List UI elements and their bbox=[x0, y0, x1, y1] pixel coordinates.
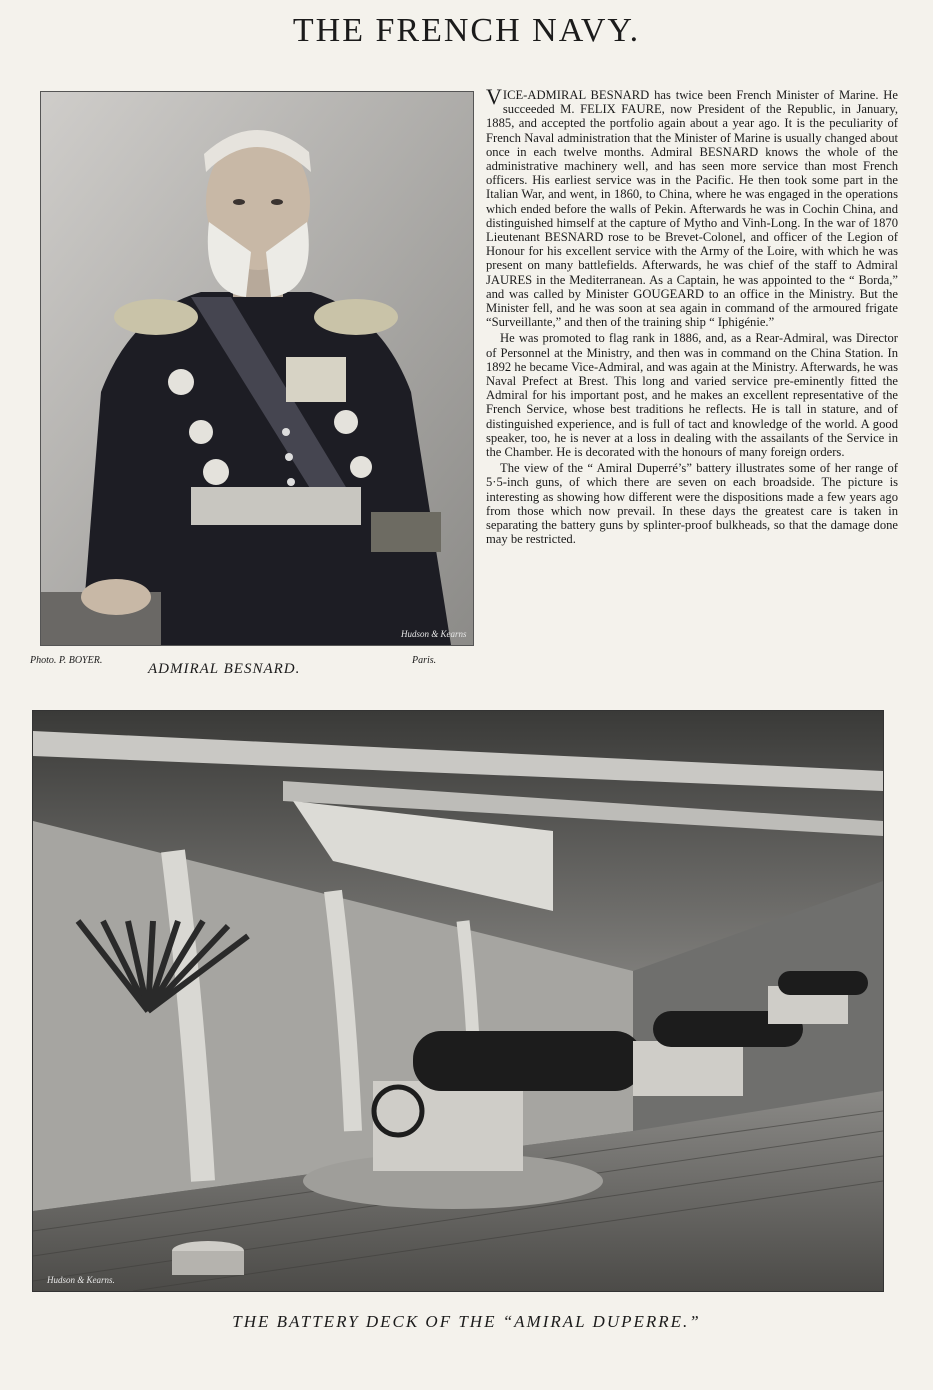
portrait-engraver-mark: Hudson & Kearns bbox=[401, 629, 467, 639]
article-body bbox=[486, 84, 898, 549]
photo-credit: Photo. P. BOYER. bbox=[30, 655, 103, 666]
article-paragraph-1 bbox=[486, 84, 898, 330]
article-paragraph-3: The view of the “ Amiral Duperré’s” battery illustrates some of her range of 5·5-inch guns, of which there are seven on each broadside. The picture is interesting as showing how different were the dispositions made a few years ago from those which now prevail. In these days the greatest care is taken in separating the battery guns by splinter-proof bulkheads, so that the damage done may be restricted. bbox=[486, 461, 898, 547]
battery-deck-illustration bbox=[33, 711, 883, 1291]
battery-deck-photo bbox=[32, 710, 884, 1292]
portrait-caption: ADMIRAL BESNARD. bbox=[148, 661, 301, 677]
battery-caption: THE BATTERY DECK OF THE “AMIRAL DUPERRE.” bbox=[232, 1312, 701, 1331]
paragraph-text: ICE-ADMIRAL BESNARD has twice been French Minister of Marine. He succeeded M. FELIX FAURE, now President of the Republic, in January, 1885, and accepted the portfolio again about a year ago. It is the peculiarity of French Naval administration that the Minister of Marine is usually changed about once in each twelve months. Admiral BESNARD knows the whole of the administrative machinery well, and has seen more service than most French officers. His earliest service was in the Pacific. He then took some part in the Italian War, and went, in 1860, to China, where he was engaged in the operations which ended before the walls of Pekin. Afterwards he was in Cochin China, and distinguished himself at the capture of Mytho and Vinh-Long. In the war of 1870 Lieutenant BESNARD rose to be Brevet-Colonel, and officer of the Legion of Honour for his excellent service with the Army of the Loire, with which he was present on many battlefields. Afterwards, he was chief of the staff to Admiral JAURES in the Mediterranean. As a Captain, he was appointed to the “ Borda,” and was called by Minister GOUGEARD to an office in the Ministry. But the Minister fell, and he was soon at sea again in command of the armoured frigate “Surveillante,” and then of the training ship “ Iphigénie.” bbox=[486, 88, 898, 330]
page-title: THE FRENCH NAVY. bbox=[292, 12, 641, 49]
portrait-illustration bbox=[41, 92, 473, 645]
drop-cap: V bbox=[486, 84, 502, 109]
article-paragraph-2: He was promoted to flag rank in 1886, and, as a Rear-Admiral, was Director of Personnel at the Ministry, and then was in command on the China Station. In 1892 he became Vice-Admiral, and was again at the Ministry. Afterwards, he was Naval Prefect at Brest. This long and varied service pre-eminently fitted the Admiral for his important post, and he makes an excellent representative of the French Service, whose best traditions he reflects. He is tall in stature, and of distinguished experience, and is full of tact and knowledge of the world. A good speaker, too, he is never at a loss in dealing with the assailants of the Service in the Chamber. He is decorated with the honours of many foreign orders. bbox=[486, 331, 898, 460]
battery-engraver-mark: Hudson & Kearns. bbox=[47, 1275, 115, 1285]
photo-location: Paris. bbox=[412, 655, 437, 666]
admiral-portrait-photo bbox=[40, 91, 474, 646]
